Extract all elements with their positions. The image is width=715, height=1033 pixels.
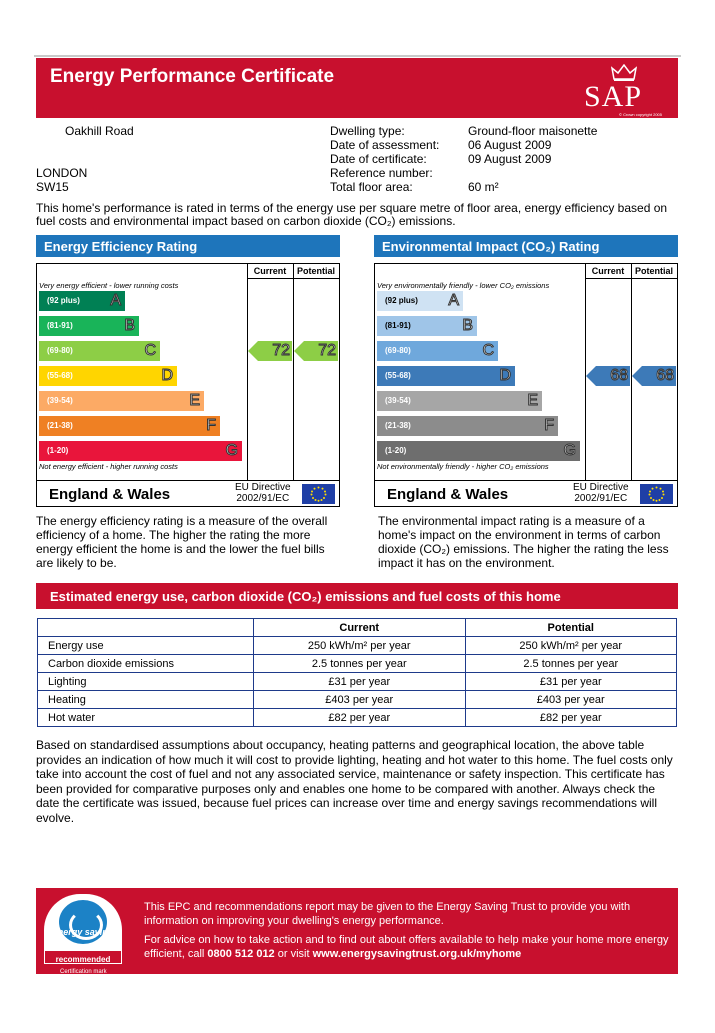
environment-current-arrow xyxy=(586,366,630,386)
estimates-table xyxy=(37,618,677,727)
efficiency-potential-value: 72 xyxy=(318,342,336,359)
environment-footer xyxy=(375,480,677,506)
row-potential: £403 per year xyxy=(465,691,677,709)
environment-band-g xyxy=(377,441,580,461)
logo-recommended: recommended xyxy=(44,950,122,964)
certificate-date-label: Date of certificate: xyxy=(330,152,427,166)
certificate-header xyxy=(36,58,678,118)
environment-band-e xyxy=(377,391,542,411)
reference-label: Reference number: xyxy=(330,166,433,180)
band-letter: D xyxy=(161,367,173,384)
floor-area-value: 60 m² xyxy=(468,180,499,194)
row-current: £403 per year xyxy=(254,691,466,709)
row-current: £31 per year xyxy=(254,673,466,691)
efficiency-potential-arrow xyxy=(294,341,338,361)
estimates-title: Estimated energy use, carbon dioxide (CO₂) emissions and fuel costs of this home xyxy=(36,583,678,609)
table-header-row xyxy=(38,619,677,637)
band-range: (39-54) xyxy=(385,396,411,405)
band-range: (92 plus) xyxy=(47,296,80,305)
efficiency-directive: EU Directive 2002/91/EC xyxy=(235,482,291,504)
band-letter: B xyxy=(462,317,473,334)
band-range: (92 plus) xyxy=(385,296,418,305)
row-current: £82 per year xyxy=(254,709,466,727)
environment-panel xyxy=(374,235,678,507)
band-range: (69-80) xyxy=(47,346,73,355)
environment-current-header: Current xyxy=(591,266,625,276)
band-range: (69-80) xyxy=(385,346,411,355)
table-row xyxy=(38,691,677,709)
floor-area-label: Total floor area: xyxy=(330,180,413,194)
footer-banner xyxy=(36,888,678,974)
environment-band-f xyxy=(377,416,558,436)
band-letter: E xyxy=(527,392,538,409)
environment-band-d xyxy=(377,366,515,386)
efficiency-footer xyxy=(37,480,339,506)
band-range: (81-91) xyxy=(385,321,411,330)
band-letter: D xyxy=(499,367,511,384)
row-label: Energy use xyxy=(38,637,254,655)
table-row xyxy=(38,709,677,727)
efficiency-band-f xyxy=(39,416,220,436)
band-letter: F xyxy=(206,417,216,434)
table-row xyxy=(38,655,677,673)
sap-copyright: © Crown copyright 2005 xyxy=(619,112,662,117)
row-potential: £31 per year xyxy=(465,673,677,691)
table-header-potential: Potential xyxy=(465,619,677,637)
row-current: 250 kWh/m² per year xyxy=(254,637,466,655)
efficiency-potential-header: Potential xyxy=(296,266,335,276)
efficiency-current-header: Current xyxy=(253,266,287,276)
footer-text-1: This EPC and recommendations report may be given to the Energy Saving Trust to provide you with information on improving your dwelling's energy performance. xyxy=(144,901,631,927)
row-label: Carbon dioxide emissions xyxy=(38,655,254,673)
eu-flag-icon xyxy=(302,484,335,504)
band-range: (55-68) xyxy=(47,371,73,380)
table-row xyxy=(38,673,677,691)
environment-title: Environmental Impact (CO₂) Rating xyxy=(374,235,678,257)
band-range: (1-20) xyxy=(47,446,69,455)
sap-logo-text: SAP xyxy=(584,80,643,113)
logo-text: energy saving xyxy=(52,927,114,937)
website-link[interactable]: www.energysavingtrust.org.uk/myhome xyxy=(312,947,522,960)
row-potential: 2.5 tonnes per year xyxy=(465,655,677,673)
environment-bottom-label: Not environmentally friendly - higher CO₂ emissions xyxy=(377,462,549,471)
assumptions-paragraph: Based on standardised assumptions about occupancy, heating patterns and geographical location, the above table provides an indication of how much it will cost to provide lighting, heating and hot water to this home. The fuel costs only take into account the cost of fuel and not any associated service, maintenance or safety inspection. This certificate has been provided for comparative purposes only and enables one home to be compared with another. Always check the date the certificate was issued, because fuel prices can increase over time and energy savings recommendations will evolve. xyxy=(36,738,673,825)
top-rule xyxy=(34,55,681,57)
dwelling-type-value: Ground-floor maisonette xyxy=(468,124,598,138)
table-header-blank xyxy=(38,619,254,637)
row-label: Heating xyxy=(38,691,254,709)
efficiency-band-b xyxy=(39,316,139,336)
dwelling-type-label: Dwelling type: xyxy=(330,124,405,138)
page-title: Energy Performance Certificate xyxy=(50,66,335,87)
efficiency-band-d xyxy=(39,366,177,386)
band-letter: A xyxy=(448,292,459,309)
environment-band-a xyxy=(377,291,463,311)
efficiency-current-column xyxy=(247,264,293,480)
environment-band-c xyxy=(377,341,498,361)
table-header-current: Current xyxy=(254,619,466,637)
environment-region: England & Wales xyxy=(387,486,509,503)
certification-mark: Certification mark xyxy=(60,969,107,975)
energy-saving-logo xyxy=(44,894,122,964)
efficiency-column-headers xyxy=(247,264,339,279)
row-current: 2.5 tonnes per year xyxy=(254,655,466,673)
footer-text-2: For advice on how to take action and to find out about offers available to help make your home more energy efficient, call 0800 512 012 or visit www.energysavingtrust.org.uk/myhome xyxy=(144,934,669,960)
row-label: Hot water xyxy=(38,709,254,727)
row-potential: 250 kWh/m² per year xyxy=(465,637,677,655)
environment-chart xyxy=(374,263,678,507)
efficiency-current-arrow xyxy=(248,341,292,361)
environment-top-label: Very environmentally friendly - lower CO₂ emissions xyxy=(377,281,550,290)
band-range: (39-54) xyxy=(47,396,73,405)
band-letter: G xyxy=(563,442,576,459)
assessment-date-label: Date of assessment: xyxy=(330,138,440,152)
intro-text: This home's performance is rated in terms of the energy use per square metre of floor area, energy efficiency based on fuel costs and environmental impact based on carbon dioxide (CO₂) emissions. xyxy=(36,201,668,228)
efficiency-band-a xyxy=(39,291,125,311)
address-line1: Oakhill Road xyxy=(65,124,134,138)
row-potential: £82 per year xyxy=(465,709,677,727)
efficiency-description: The energy efficiency rating is a measure of the overall efficiency of a home. The higher the rating the more energy efficient the home is and the lower the fuel bills are likely to be. xyxy=(36,514,328,570)
band-letter: B xyxy=(124,317,135,334)
environment-description: The environmental impact rating is a measure of a home's impact on the environment in terms of carbon dioxide (CO₂) emissions. The higher the rating the less impact it has on the environment. xyxy=(378,514,669,570)
phone-number: 0800 512 012 xyxy=(207,947,275,960)
band-letter: G xyxy=(225,442,238,459)
dwelling-details xyxy=(330,124,597,194)
band-range: (55-68) xyxy=(385,371,411,380)
band-letter: F xyxy=(544,417,554,434)
band-range: (81-91) xyxy=(47,321,73,330)
efficiency-bottom-label: Not energy efficient - higher running costs xyxy=(39,462,178,471)
eu-flag-icon xyxy=(640,484,673,504)
band-letter: C xyxy=(144,342,156,359)
efficiency-band-e xyxy=(39,391,204,411)
environment-potential-value: 68 xyxy=(656,367,674,384)
efficiency-current-value: 72 xyxy=(272,342,290,359)
band-range: (1-20) xyxy=(385,446,407,455)
environment-potential-header: Potential xyxy=(634,266,673,276)
band-range: (21-38) xyxy=(385,421,411,430)
environment-potential-arrow xyxy=(632,366,676,386)
band-letter: C xyxy=(482,342,494,359)
efficiency-title: Energy Efficiency Rating xyxy=(36,235,340,257)
environment-current-value: 68 xyxy=(610,367,628,384)
efficiency-top-label: Very energy efficient - lower running costs xyxy=(39,281,179,290)
environment-directive: EU Directive 2002/91/EC xyxy=(573,482,629,504)
address-postcode: SW15 xyxy=(36,180,69,194)
efficiency-region: England & Wales xyxy=(49,486,171,503)
efficiency-panel xyxy=(36,235,340,507)
efficiency-chart xyxy=(36,263,340,507)
address-city: LONDON xyxy=(36,166,88,180)
assessment-date-value: 06 August 2009 xyxy=(468,138,552,152)
band-range: (21-38) xyxy=(47,421,73,430)
efficiency-band-g xyxy=(39,441,242,461)
sap-logo xyxy=(584,64,664,117)
band-letter: A xyxy=(110,292,121,309)
environment-column-headers xyxy=(585,264,677,279)
table-row xyxy=(38,637,677,655)
certificate-date-value: 09 August 2009 xyxy=(468,152,552,166)
efficiency-potential-column xyxy=(293,264,339,480)
row-label: Lighting xyxy=(38,673,254,691)
band-letter: E xyxy=(189,392,200,409)
environment-band-b xyxy=(377,316,477,336)
efficiency-band-c xyxy=(39,341,160,361)
